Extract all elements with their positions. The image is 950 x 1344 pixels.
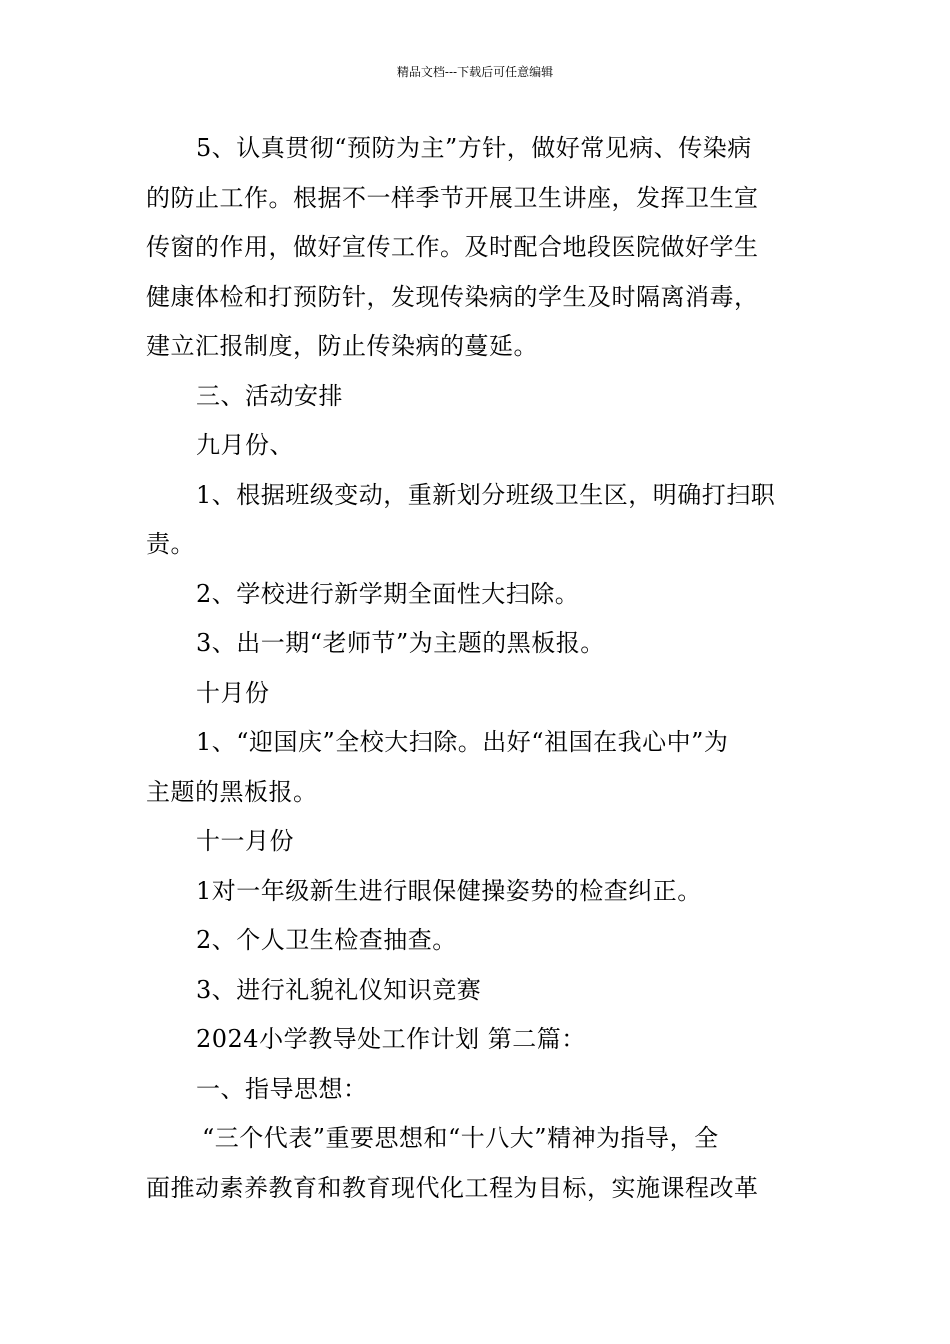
text-line: 十一月份: [196, 827, 294, 855]
text-line: 5、认真贯彻“预防为主”方针，做好常见病、传染病: [196, 134, 752, 162]
text-line: 传窗的作用，做好宣传工作。及时配合地段医院做好学生: [146, 233, 759, 261]
document-body: [146, 124, 808, 1213]
text-line: 2024小学教导处工作计划 第二篇：: [196, 1025, 586, 1053]
text-line: 3、进行礼貌礼仪知识竞赛: [196, 975, 482, 1004]
text-line: 三、活动安排: [196, 381, 343, 410]
text-line: 1对一年级新生进行眼保健操姿势的检查纠正。: [196, 876, 702, 905]
text-line: “三个代表”重要思想和“十八大”精神为指导，全: [202, 1124, 719, 1152]
text-line: 责。: [146, 530, 195, 558]
text-line: 主题的黑板报。: [146, 777, 318, 806]
text-line: 1、根据班级变动，重新划分班级卫生区，明确打扫职: [196, 480, 776, 509]
page-header: 精品文档---下载后可任意编辑: [396, 65, 554, 79]
text-line: 健康体检和打预防针，发现传染病的学生及时隔离消毒，: [146, 282, 759, 311]
text-line: 九月份、: [196, 431, 294, 459]
text-line: 十月份: [196, 678, 270, 707]
text-line: 一、指导思想：: [196, 1074, 368, 1103]
text-line: 1、“迎国庆”全校大扫除。出好“祖国在我心中”为: [196, 728, 729, 756]
text-line: 2、学校进行新学期全面性大扫除。: [196, 579, 580, 608]
text-line: 2、个人卫生检查抽查。: [196, 926, 457, 954]
text-line: 面推动素养教育和教育现代化工程为目标，实施课程改革: [146, 1173, 759, 1202]
text-line: 的防止工作。根据不一样季节开展卫生讲座，发挥卫生宣: [146, 183, 759, 212]
text-line: 3、出一期“老师节”为主题的黑板报。: [196, 629, 605, 657]
text-line: 建立汇报制度，防止传染病的蔓延。: [146, 332, 538, 360]
